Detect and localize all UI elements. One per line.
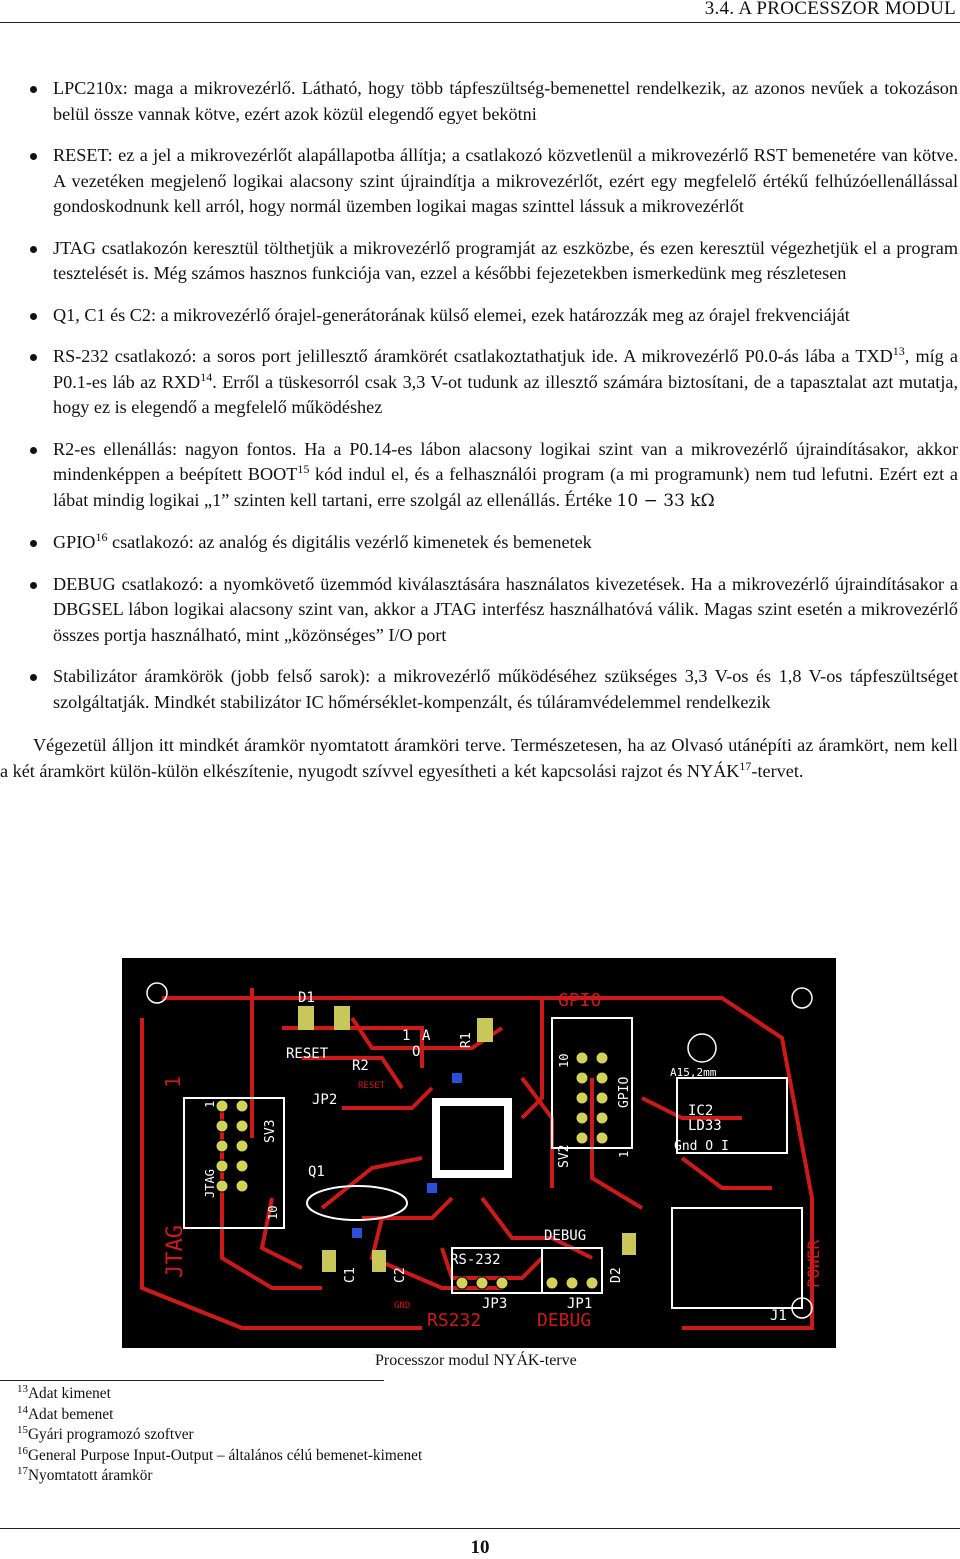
resistor-value: 10 − 33 kΩ: [616, 490, 715, 511]
bullet-dot: [30, 153, 37, 160]
footnote-ref-16[interactable]: 16: [95, 529, 108, 544]
footnote-17: $^{17}$Nyomtatott áramkör: [17, 1465, 153, 1485]
header-rule: [0, 22, 960, 23]
label-sv2: SV2: [557, 1144, 572, 1168]
label-ic2: IC2: [688, 1103, 714, 1119]
label-sv3: SV3: [263, 1119, 278, 1143]
label-ten-a: 10: [266, 1205, 280, 1220]
footnote-rule: [0, 1380, 384, 1381]
bullet-stabilizer: Stabilizátor áramkörök (jobb felső sarok): a mikrovezérlő működéséhez szükséges 3,3 V-os és 1,8 V-os tápfeszültséget szolgáltatják. Mindkét stabilizátor IC hőmérséklet-kompenzált, és túláramvédelemmel rendelkezik: [0, 664, 958, 715]
footnotes: [17, 1384, 422, 1487]
footnote-13: $^{13}$Adat kimenet: [17, 1382, 111, 1402]
closing-paragraph: Végezetül álljon itt mindkét áramkör nyomtatott áramköri terve. Természetesen, ha az Olvasó utánépíti az áramkört, nem kell a két áramkört külön-külön elkészítenie, nyugodt szívvel egyesítheti a két kapcsolási rajzot és NYÁK$^{17}$-tervet.: [0, 735, 958, 781]
label-c2: C2: [393, 1267, 408, 1283]
page-number: 10: [470, 1537, 490, 1558]
label-rs232-bottom: RS232: [427, 1310, 482, 1331]
bullet-dot: [30, 582, 37, 589]
label-ld33: LD33: [688, 1118, 722, 1134]
footnote-ref-17[interactable]: 17: [739, 758, 752, 773]
label-d2: D2: [609, 1267, 624, 1283]
label-gpio-top: GPIO: [558, 990, 602, 1011]
label-jp2: JP2: [312, 1092, 338, 1108]
footnote-ref-14[interactable]: 14: [200, 369, 213, 384]
label-debug-bottom: DEBUG: [537, 1310, 592, 1331]
label-one-big: 1: [161, 1075, 185, 1088]
label-j1: J1: [770, 1308, 787, 1324]
label-one-d: 1: [617, 1150, 631, 1158]
bullet-dot: [30, 674, 37, 681]
main-text: [0, 76, 958, 784]
label-jp1: JP1: [567, 1296, 593, 1312]
label-a15: A15,2mm: [670, 1066, 717, 1079]
running-header: [0, 0, 960, 24]
label-gnd-o-i: Gnd O I: [674, 1139, 729, 1154]
label-gnd: GND: [394, 1301, 411, 1311]
label-reset: RESET: [286, 1046, 329, 1062]
footnote-16: $^{16}$General Purpose Input-Output – általános célú bemenet-kimenet: [17, 1444, 423, 1464]
bullet-dot: [30, 246, 37, 253]
label-power: POWER: [804, 1239, 823, 1288]
label-jtag-big: JTAG: [163, 1225, 188, 1278]
label-q1: Q1: [308, 1164, 325, 1180]
label-jtag-small: JTAG: [203, 1169, 217, 1198]
label-one-a: 1: [402, 1028, 411, 1044]
label-d1: D1: [298, 990, 315, 1006]
bullet-rs232: RS-232 csatlakozó: a soros port jelillesztő áramkörét csatlakoztathatjuk ide. A mikrovezérlő P0.0-ás lába a TXD$^{13}$, míg a P0.1-es láb az RXD$^{14}$. Erről a tüskesorról csak 3,3 V-ot tudunk az illesztő számára biztosítani, de a tapasztalat azt mutatja, hogy ez is elegendő a megfelelő működéshez: [0, 344, 958, 421]
label-one-c: 1: [203, 1100, 217, 1108]
pcb-layout-image: [122, 958, 836, 1348]
bullet-dot: [30, 313, 37, 320]
figure-caption: Processzor modul NYÁK-terve: [375, 1352, 577, 1369]
bullet-gpio: GPIO$^{16}$ csatlakozó: az analóg és digitális vezérlő kimenetek és bemenetek: [0, 530, 958, 556]
bullet-dot: [30, 354, 37, 361]
label-c1: C1: [343, 1267, 358, 1283]
label-jp3: JP3: [482, 1296, 508, 1312]
label-o: O: [412, 1044, 421, 1060]
bullet-dot: [30, 86, 37, 93]
label-ten-c: 10: [557, 1053, 571, 1068]
bullet-q1-c1-c2: Q1, C1 és C2: a mikrovezérlő órajel-generátorának külső elemei, ezek határozzák meg az órajel frekvenciáját: [0, 303, 958, 329]
bullet-r2: R2-es ellenállás: nagyon fontos. Ha a P0.14-es lábon alacsony logikai szint van a mikrovezérlő újraindításakor, akkor mindenképpen a beépített BOOT$^{15}$ kód indul el, és a felhasználói program (a mi programunk) nem tud lefutni. Ezért ezt a lábat mindig logikai „1” szinten kell tartani, erre szolgál az ellenállás. Értéke 10 − 33 kΩ: [0, 437, 958, 515]
footnote-14: $^{14}$Adat bemenet: [17, 1403, 114, 1423]
microcontroller-chip: [432, 1098, 512, 1178]
bullet-lpc210x: LPC210x: maga a mikrovezérlő. Látható, hogy több tápfeszültség-bemenettel rendelkezik, az azonos nevűek a tokozáson belül össze vannak kötve, ezért azok közül elegendő egyet bekötni: [0, 76, 958, 127]
bullet-dot: [30, 540, 37, 547]
footnote-ref-15[interactable]: 15: [297, 461, 310, 476]
label-debug-top: DEBUG: [544, 1228, 587, 1244]
label-r2: R2: [352, 1058, 369, 1074]
bullet-jtag: JTAG csatlakozón keresztül tölthetjük a mikrovezérlő programját az eszközbe, és ezen keresztül végezhetjük el a program tesztelését is. Még számos hasznos funkciója van, ezzel a későbbi fejezetekben ismerkedünk meg részletesen: [0, 236, 958, 287]
page-rule: [0, 1528, 960, 1529]
label-gpio-side: GPIO: [617, 1076, 632, 1108]
bullet-reset: RESET: ez a jel a mikrovezérlőt alapállapotba állítja; a csatlakozó közvetlenül a mikrovezérlő RST bemenetére van kötve. A vezetéken megjelenő logikai alacsony szint újraindítja a mikrovezérlőt, ezért egy megfelelő értékű felhúzóellenállással gondoskodnunk kell arról, hogy normál üzemben logikai magas szinttel lássuk a mikrovezérlőt: [0, 143, 958, 220]
label-r1: R1: [459, 1032, 474, 1048]
label-a: A: [422, 1028, 431, 1044]
pcb-layout-figure: [122, 958, 836, 1348]
footnote-ref-13[interactable]: 13: [892, 343, 905, 358]
bullet-debug: DEBUG csatlakozó: a nyomkövető üzemmód kiválasztására használatos kivezetések. Ha a mikrovezérlő újraindításakor a DBGSEL lábon logikai alacsony szint van, akkor a JTAG interfész használhatóvá válik. Magas szint esetén a mikrovezérlő összes portja használható, mint „közönséges” I/O port: [0, 572, 958, 649]
bullet-dot: [30, 447, 37, 454]
label-reset-small: RESET: [358, 1081, 386, 1091]
label-rs232-top: RS-232: [450, 1252, 501, 1268]
section-title: 3.4. A PROCESSZOR MODUL: [704, 0, 956, 19]
footnote-15: $^{15}$Gyári programozó szoftver: [17, 1424, 194, 1444]
